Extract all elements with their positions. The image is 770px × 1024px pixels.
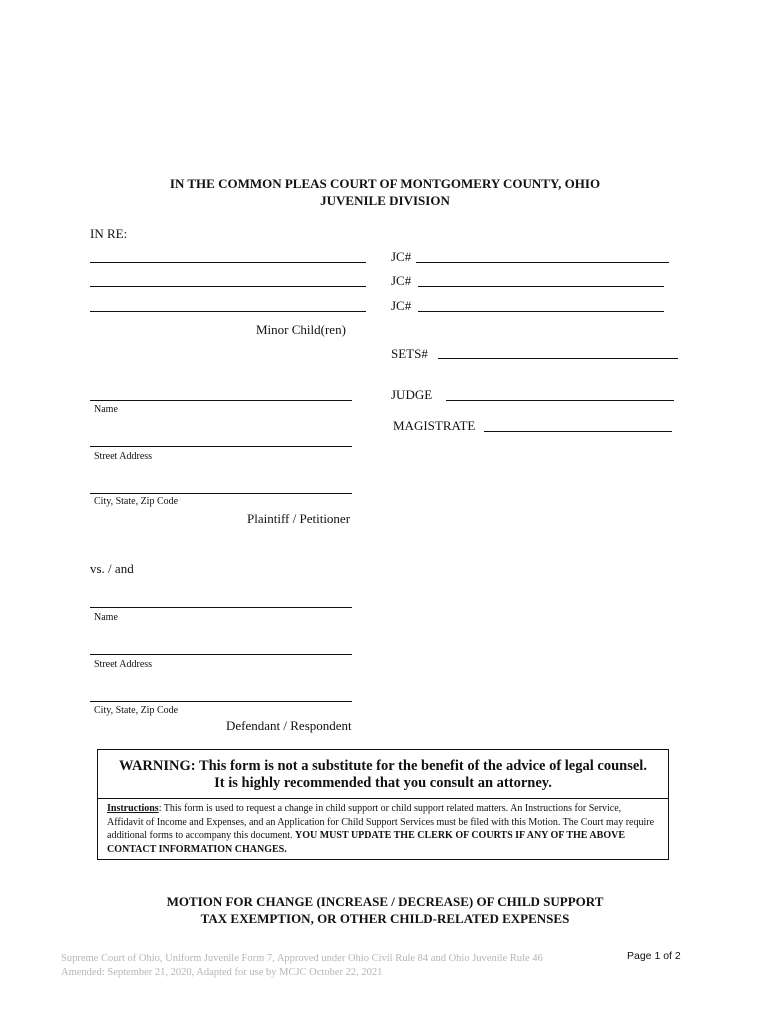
child-name-line-3[interactable] [90, 311, 366, 312]
warning-line-2: It is highly recommended that you consult an attorney. [214, 775, 552, 791]
motion-title-line-2: TAX EXEMPTION, OR OTHER CHILD-RELATED EXPENSES [200, 911, 570, 926]
plaintiff-name-label: Name [94, 404, 118, 415]
child-name-line-1[interactable] [90, 262, 366, 263]
defendant-name-label: Name [94, 612, 118, 623]
warning-box [97, 749, 669, 860]
defendant-street-line[interactable] [90, 654, 352, 655]
instructions-text [107, 802, 659, 856]
plaintiff-street-label: Street Address [94, 451, 153, 462]
form-footer [61, 952, 543, 980]
plaintiff-street-line[interactable] [90, 446, 352, 447]
magistrate-line[interactable] [484, 431, 672, 432]
defendant-city-line[interactable] [90, 701, 352, 702]
warning-text [98, 758, 668, 792]
sets-label: SETS# [391, 346, 428, 361]
motion-title-line-1: MOTION FOR CHANGE (INCREASE / DECREASE) OF CHILD SUPPORT [166, 894, 604, 909]
warning-line-1: WARNING: This form is not a substitute for the benefit of the advice of legal counsel. [119, 758, 647, 774]
plaintiff-city-label: City, State, Zip Code [94, 496, 179, 507]
child-name-line-2[interactable] [90, 286, 366, 287]
plaintiff-role-label: Plaintiff / Petitioner [247, 511, 351, 526]
instructions-emphasis: YOU MUST UPDATE THE CLERK OF COURTS IF ANY OF THE ABOVE CONTACT INFORMATION CHANGES. [107, 830, 625, 855]
defendant-role-label: Defendant / Respondent [226, 718, 352, 733]
jc-label-3: JC# [391, 298, 412, 313]
warning-divider [98, 798, 668, 799]
versus-label: vs. / and [90, 561, 134, 576]
defendant-street-label: Street Address [94, 659, 153, 670]
jc-number-line-2[interactable] [418, 286, 664, 287]
judge-line[interactable] [446, 400, 674, 401]
court-heading: IN THE COMMON PLEAS COURT OF MONTGOMERY COUNTY, OHIO [169, 176, 601, 191]
footer-line-1: Supreme Court of Ohio, Uniform Juvenile Form 7, Approved under Ohio Civil Rule 84 and Ohio Juvenile Rule 46 [61, 953, 543, 964]
defendant-city-label: City, State, Zip Code [94, 705, 179, 716]
defendant-name-line[interactable] [90, 607, 352, 608]
page-number: Page 1 of 2 [627, 950, 681, 962]
division-heading: JUVENILE DIVISION [320, 193, 450, 208]
in-re-label: IN RE: [90, 226, 128, 241]
minor-children-label: Minor Child(ren) [256, 322, 346, 337]
judge-label: JUDGE [391, 387, 433, 402]
instructions-body: : This form is used to request a change in child support or child support related matters. An Instructions for Service, Affidavit of Income and Expenses, and an Application for Child Support Services must be filed with this Motion. The Court may require additional forms to accompany this document. [107, 803, 655, 841]
footer-line-2: Amended: September 21, 2020, Adapted for use by MCJC October 22, 2021 [61, 967, 383, 978]
plaintiff-city-line[interactable] [90, 493, 352, 494]
magistrate-label: MAGISTRATE [393, 418, 476, 433]
jc-label-1: JC# [391, 249, 412, 264]
sets-number-line[interactable] [438, 358, 678, 359]
instructions-label: Instructions [107, 803, 159, 814]
jc-label-2: JC# [391, 273, 412, 288]
jc-number-line-1[interactable] [416, 262, 669, 263]
jc-number-line-3[interactable] [418, 311, 664, 312]
plaintiff-name-line[interactable] [90, 400, 352, 401]
